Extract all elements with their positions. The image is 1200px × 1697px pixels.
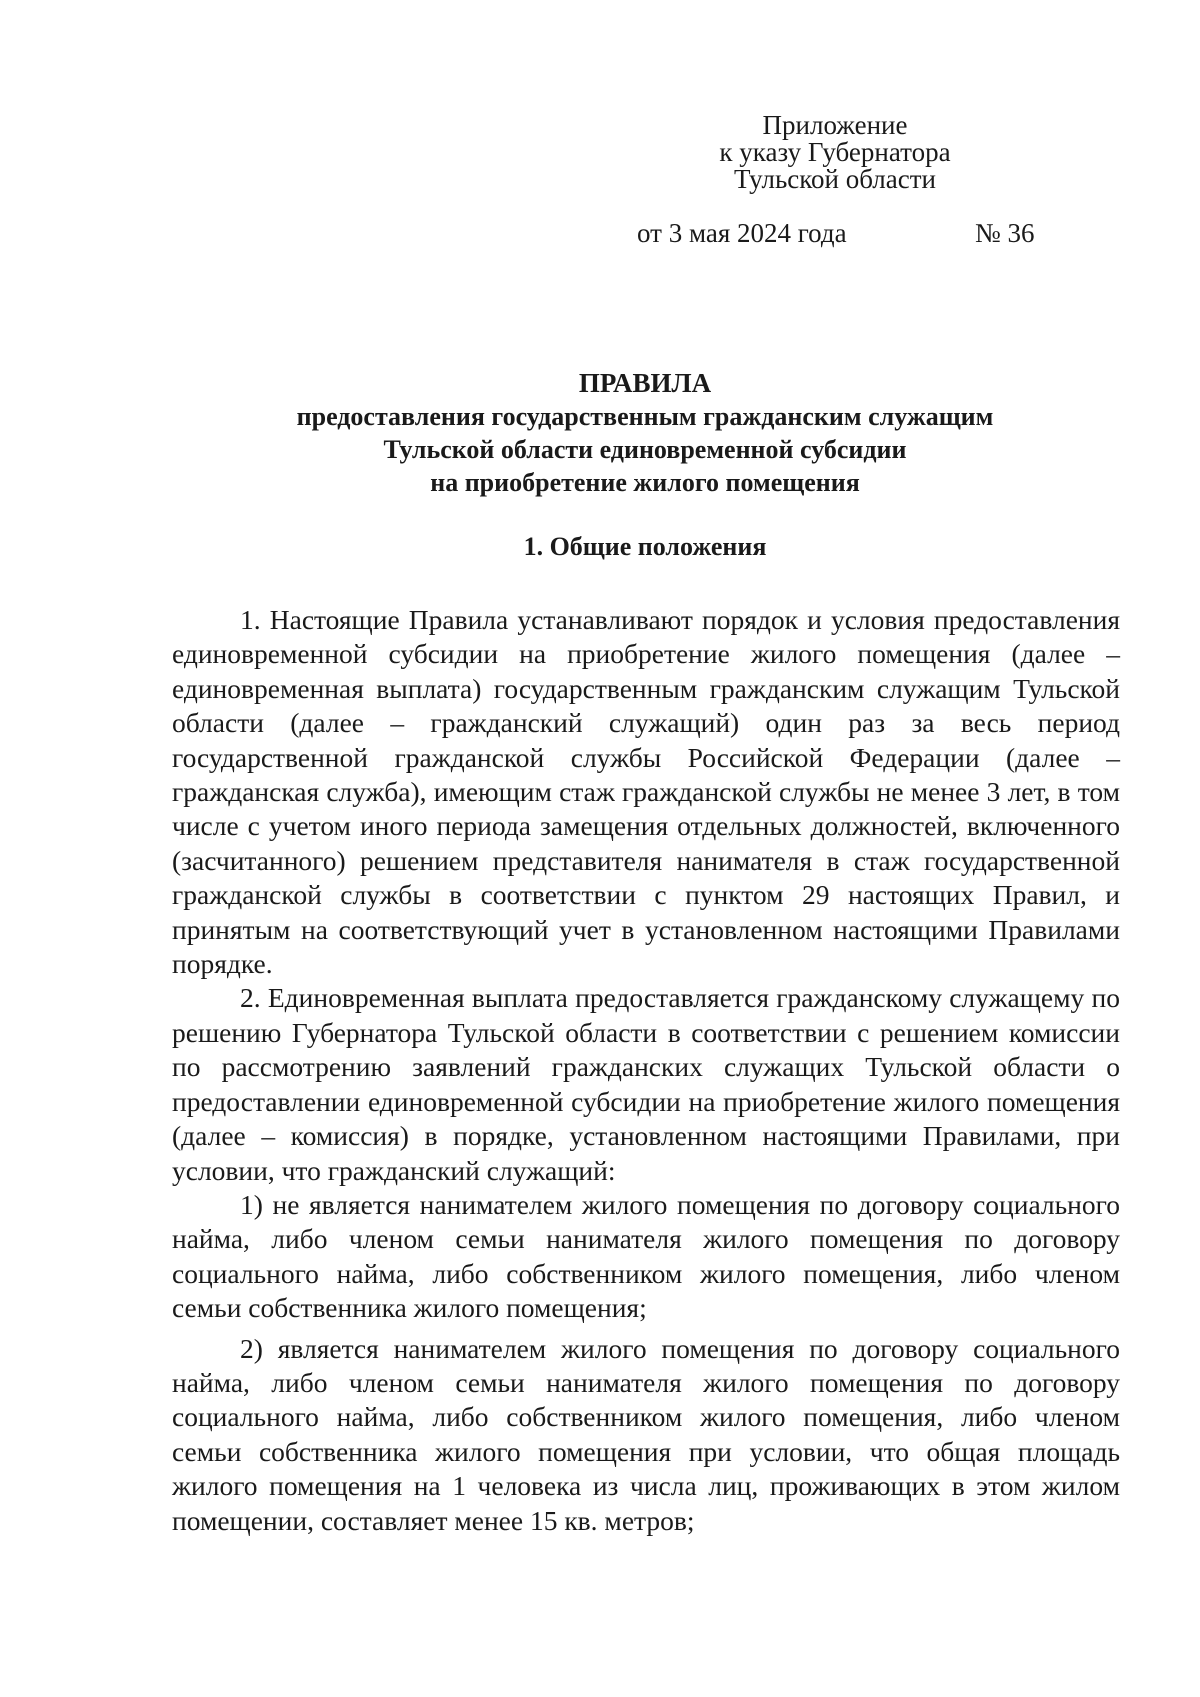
decree-number: № 36 [975,218,1035,248]
attachment-line: Приложение [762,110,908,140]
section-heading: 1. Общие положения [523,532,767,561]
attachment-note [690,112,980,193]
attachment-line: к указу Губернатора [719,137,951,167]
decree-date: от 3 мая 2024 года [637,218,847,248]
title-main: ПРАВИЛА [578,368,712,398]
title-subtitle-line: Тульской области единовременной субсидии [383,435,907,464]
paragraph: 2. Единовременная выплата предоставляется гражданскому служащему по решению Губернатора Тульской области в соответствии с решением комиссии по рассмотрению заявлений гражданских служащих Тульской области о предоставлении единовременной субсидии на приобретение жилого помещения (далее – комиссия) в порядке, установленном настоящими Правилами, при условии, что гражданский служащий: [172,982,1120,1186]
paragraph: 1. Настоящие Правила устанавливают порядок и условия предоставления единовременной субсидии на приобретение жилого помещения (далее – единовременная выплата) государственным гражданским служащим Тульской области (далее – гражданский служащий) один раз за весь период государственной гражданской службы Российской Федерации (далее – гражданская служба), имеющим стаж гражданской службы не менее 3 лет, в том числе с учетом иного периода замещения отдельных должностей, включенного (засчитанного) решением представителя нанимателя в стаж государственной гражданской службы в соответствии с пунктом 29 настоящих Правил, и принятым на соответствующий учет в установленном настоящими Правилами порядке. [172,604,1120,980]
title-subtitle-line: предоставления государственным гражданским служащим [296,402,994,431]
paragraph: 1) не является нанимателем жилого помещения по договору социального найма, либо членом семьи нанимателя жилого помещения по договору социального найма, либо собственником жилого помещения, либо членом семьи собственника жилого помещения; [172,1188,1120,1324]
title-subtitle-line: на приобретение жилого помещения [430,468,860,497]
document-title [170,367,1120,499]
document-body [172,603,1120,1538]
attachment-line: Тульской области [734,164,936,194]
paragraph: 2) является нанимателем жилого помещения по договору социального найма, либо членом семьи нанимателя жилого помещения по договору социального найма, либо собственником жилого помещения, либо членом семьи собственника жилого помещения при условии, что общая площадь жилого помещения на 1 человека из числа лиц, проживающих в этом жилом помещении, составляет менее 15 кв. метров; [172,1332,1120,1536]
